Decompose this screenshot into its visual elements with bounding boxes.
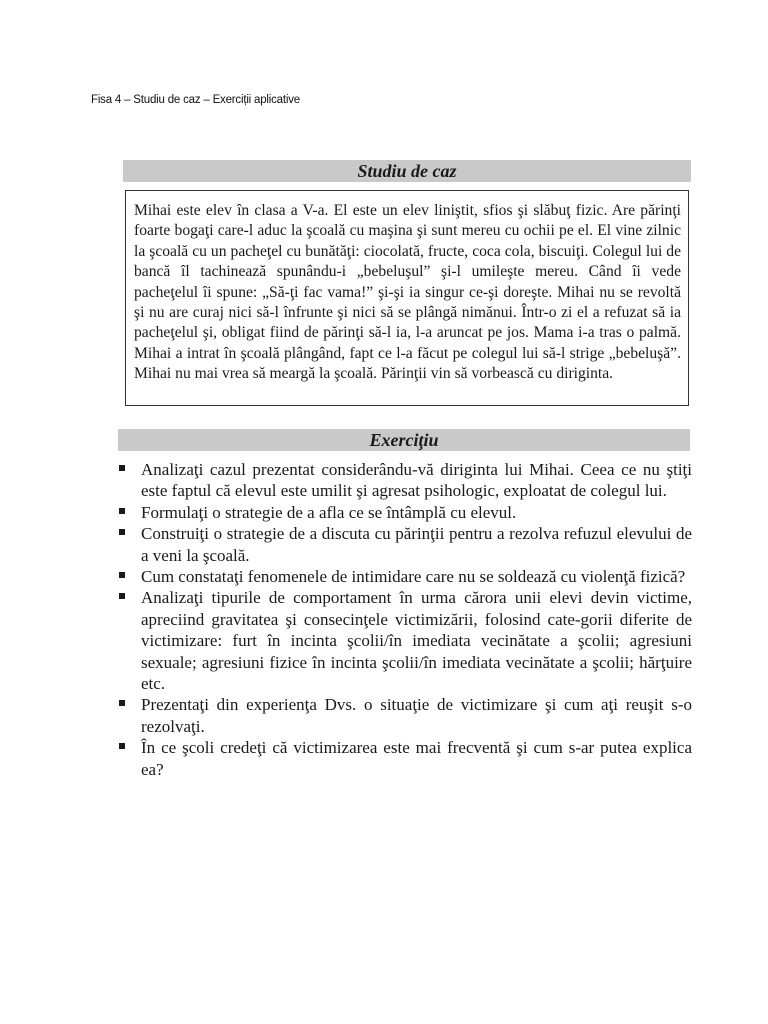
exercise-item-text: Analizaţi tipurile de comportament în urma cărora unii elevi devin victime, apreciind gravitatea şi consecinţele victimizării, folosind cate-gorii diferite de victimizare: furt în incinta şcolii/în imediata vecinătate a şcolii; agresiuni sexuale; agresiuni fizice în incinta şcolii/în imediata vecinătate a şcolii; hărţuire etc.: [141, 588, 692, 694]
exercise-item: [118, 502, 692, 523]
exercise-item: [118, 566, 692, 587]
exercise-item-text: Analizaţi cazul prezentat considerându-vă diriginta lui Mihai. Ceea ce nu ştiţi este faptul că elevul este umilit şi agresat psihologic, exploatat de colegul lui.: [141, 460, 692, 501]
case-study-box: [125, 190, 689, 406]
exercise-item: [118, 523, 692, 566]
square-bullet-icon: [119, 529, 125, 535]
exercise-item: [118, 737, 692, 780]
case-study-text: Mihai este elev în clasa a V-a. El este un elev liniştit, sfios şi slăbuţ fizic. Are părinţi foarte bogaţi care-l aduc la şcoală cu maşina şi sunt mereu cu ochii pe el. El vine zilnic la şcoală cu un pacheţel cu bunătăţi: ciocolată, fructe, coca cola, biscuiţi. Colegul lui de bancă îl tachinează spunându-i „bebeluşul” şi-l umileşte mereu. Când îi vede pacheţelul îi spune: „Să-ţi fac vama!” şi-şi ia singur ce-şi doreşte. Mihai nu se revoltă şi nu are curaj nici să-l înfrunte şi nici să se plângă nimănui. Într-o zi el a refuzat să ia pacheţelul şi, obligat fiind de părinţi să-l ia, l-a aruncat pe jos. Mama i-a tras o palmă. Mihai a intrat în şcoală plângând, fapt ce l-a făcut pe colegul lui să-l strige „bebeluşă”. Mihai nu mai vrea să meargă la şcoală. Părinţii vin să vorbească cu diriginta.: [134, 202, 681, 383]
square-bullet-icon: [119, 508, 125, 514]
square-bullet-icon: [119, 743, 125, 749]
exercise-heading: Exerciţiu: [118, 429, 690, 451]
exercise-item-text: Prezentaţi din experienţa Dvs. o situaţie de victimizare şi cum aţi reuşit s-o rezolvaţi.: [141, 695, 692, 736]
exercise-item-text: În ce şcoli credeţi că victimizarea este mai frecventă şi cum s-ar putea explica ea?: [141, 738, 692, 779]
exercise-item: [118, 587, 692, 694]
square-bullet-icon: [119, 572, 125, 578]
case-study-heading: Studiu de caz: [123, 160, 691, 182]
square-bullet-icon: [119, 700, 125, 706]
worksheet-title: Fisa 4 – Studiu de caz – Exerciții aplicative: [91, 94, 300, 106]
square-bullet-icon: [119, 593, 125, 599]
exercise-item-text: Formulaţi o strategie de a afla ce se întâmplă cu elevul.: [141, 502, 517, 522]
exercise-item-text: Construiţi o strategie de a discuta cu părinţii pentru a rezolva refuzul elevului de a veni la şcoală.: [141, 524, 692, 565]
exercise-item: [118, 459, 692, 502]
exercise-item-text: Cum constataţi fenomenele de intimidare care nu se soldează cu violenţă fizică?: [141, 567, 686, 587]
exercise-list: [118, 459, 692, 780]
exercise-item: [118, 694, 692, 737]
square-bullet-icon: [119, 465, 125, 471]
